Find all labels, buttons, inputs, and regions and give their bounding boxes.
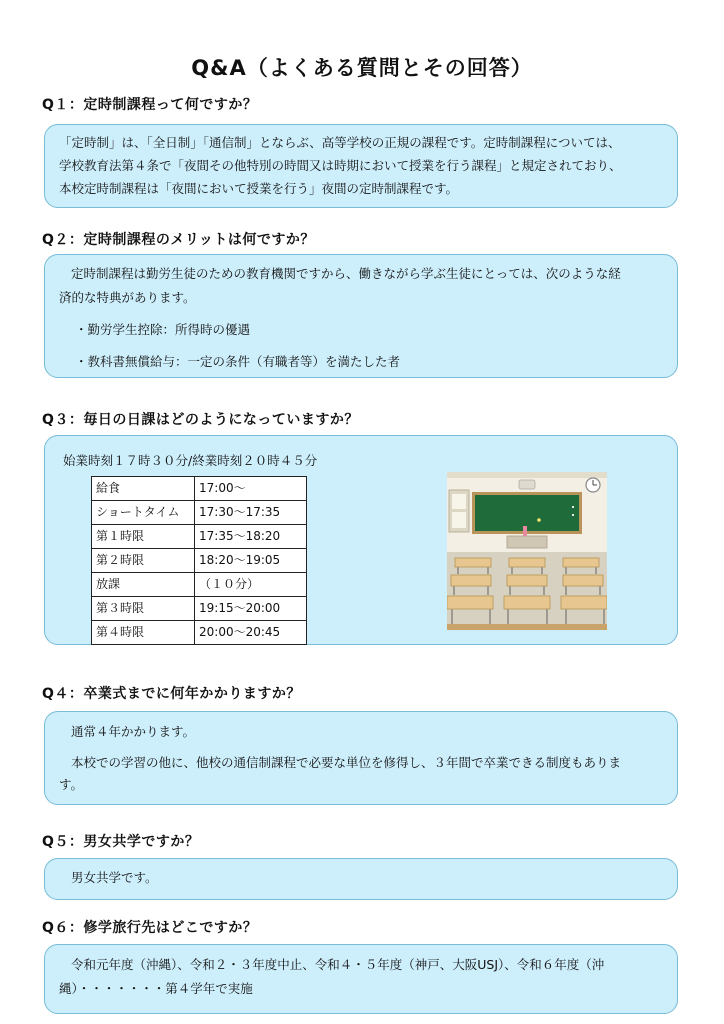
q5-answer: 男女共学です。 <box>71 870 158 885</box>
schedule-item: 第１時限 <box>92 525 195 549</box>
q1-line-1: 「定時制」は、「全日制」「通信制」とならぶ、高等学校の正規の課程です。定時制課程については、 <box>59 135 621 150</box>
q2-bullet-2: ・教科書無償給与：一定の条件（有職者等）を満たした者 <box>75 354 401 369</box>
table-row <box>92 573 307 597</box>
q1-line-3: 本校定時制課程は「夜間において授業を行う」夜間の定時制課程です。 <box>59 181 459 196</box>
q6-answer-box <box>44 944 678 1014</box>
schedule-item: ショートタイム <box>92 501 195 525</box>
q3-answer-box <box>44 435 678 645</box>
schedule-item: 第２時限 <box>92 549 195 573</box>
q4-line-2a: 本校での学習の他に、他校の通信制課程で必要な単位を修得し、３年間で卒業できる制度もありま <box>71 755 622 770</box>
table-row <box>92 501 307 525</box>
q6-line-1: 令和元年度（沖縄）、令和２・３年度中止、令和４・５年度（神戸、大阪USJ）、令和６年度（沖 <box>71 957 605 972</box>
q4-question: Q４：卒業式までに何年かかりますか？ <box>42 686 301 702</box>
table-row <box>92 477 307 501</box>
schedule-item: 第３時限 <box>92 597 195 621</box>
table-row <box>92 549 307 573</box>
page-title: Q&A（よくある質問とその回答） <box>191 56 533 80</box>
q2-intro-line-1: 定時制課程は勤労生徒のための教育機関ですから、働きながら学ぶ生徒にとっては、次のような経 <box>71 266 621 281</box>
q6-question: Q６：修学旅行先はどこですか？ <box>42 920 258 936</box>
q6-line-2: 縄）・・・・・・・第４学年で実施 <box>59 981 253 996</box>
schedule-time: 19:15～20:00 <box>195 597 307 621</box>
q3-question: Q３：毎日の日課はどのようになっていますか？ <box>42 412 359 428</box>
q2-intro-line-2: 済的な特典があります。 <box>59 290 196 305</box>
q5-answer-box <box>44 858 678 900</box>
schedule-item: 給食 <box>92 477 195 501</box>
q3-time-text: 始業時刻１７時３０分/終業時刻２０時４５分 <box>63 453 318 468</box>
schedule-time: （１０分） <box>195 573 307 597</box>
table-row <box>92 621 307 645</box>
schedule-time: 17:30～17:35 <box>195 501 307 525</box>
schedule-item: 放課 <box>92 573 195 597</box>
q4-answer-box <box>44 711 678 805</box>
schedule-time: 17:35～18:20 <box>195 525 307 549</box>
table-row <box>92 597 307 621</box>
q2-question: Q２：定時制課程のメリットは何ですか？ <box>42 232 315 248</box>
q4-line-1: 通常４年かかります。 <box>71 724 196 739</box>
q2-answer-box <box>44 254 678 378</box>
schedule-time: 20:00～20:45 <box>195 621 307 645</box>
q1-answer-box <box>44 124 678 208</box>
q1-line-2: 学校教育法第４条で「夜間その他特別の時間又は時期において授業を行う課程」と規定されており、 <box>59 158 622 173</box>
q5-question: Q５：男女共学ですか？ <box>42 834 200 850</box>
schedule-item: 第４時限 <box>92 621 195 645</box>
schedule-time: 18:20～19:05 <box>195 549 307 573</box>
table-row <box>92 525 307 549</box>
schedule-time: 17:00～ <box>195 477 307 501</box>
q1-question: Q１：定時制課程って何ですか？ <box>42 97 258 113</box>
q4-line-2b: す。 <box>59 777 84 792</box>
classroom-illustration-icon <box>447 472 607 630</box>
schedule-table <box>91 476 307 645</box>
q2-bullet-1: ・勤労学生控除：所得時の優遇 <box>75 322 251 337</box>
